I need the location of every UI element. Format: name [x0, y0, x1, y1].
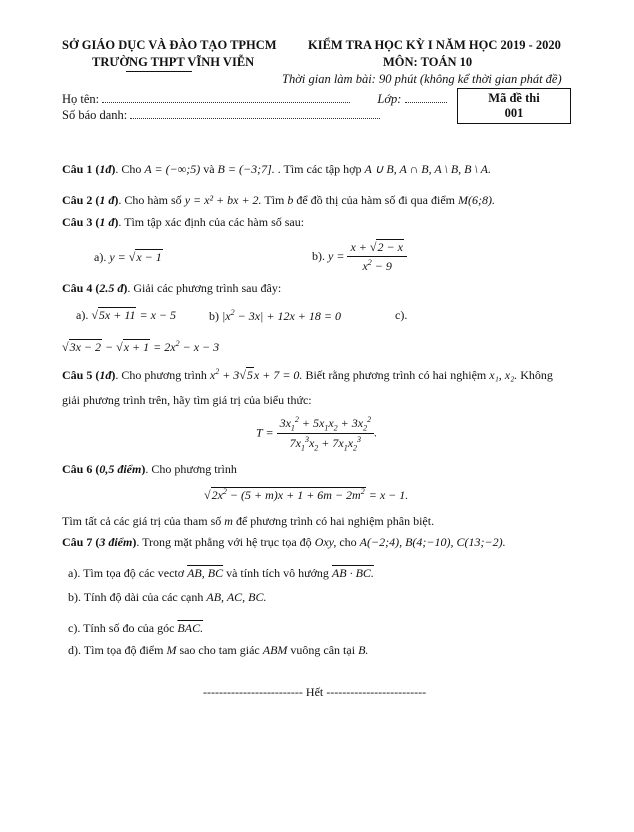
q5-text1: . Cho phương trình	[115, 368, 210, 382]
end-marker: ------------------------- Hết -------------------------	[203, 685, 427, 699]
exam-title: KIỂM TRA HỌC KỲ I NĂM HỌC 2019 - 2020	[308, 38, 561, 52]
q7-b-text: b). Tính độ dài của các cạnh	[68, 590, 207, 604]
q7-part-b	[68, 590, 267, 605]
q1-set-a: A = (−∞;5)	[144, 162, 201, 176]
department-name: SỞ GIÁO DỤC VÀ ĐÀO TẠO TPHCM	[62, 38, 277, 52]
q4-b-formula: $|x^2 - 3x| + 12x + 18 = 0$	[222, 308, 341, 323]
q3-part-b	[312, 240, 407, 274]
q2-points: 1 đ	[99, 193, 115, 207]
q2-text1: . Cho hàm số	[118, 193, 185, 207]
question-7: Câu 7 (3 điểm). Trong mặt phẳng với hệ trục tọa độ Oxy, cho A(−2;4), B(4;−10), C(13;−2).	[62, 535, 506, 549]
q3-text: . Tìm tập xác định của các hàm số sau:	[118, 215, 305, 229]
q2-text3: để đồ thị của hàm số đi qua điểm	[296, 193, 458, 207]
q5-roots: x₁, x₂.	[489, 368, 518, 382]
school-underline	[126, 71, 192, 72]
question-4: Câu 4 (2.5 đ). Giải các phương trình sau đây:	[62, 281, 282, 295]
q7-a-dot: AB · BC.	[331, 566, 374, 580]
exam-code-label: Mã đề thi	[488, 91, 540, 105]
q5-line2: giải phương trình trên, hãy tìm giá trị của biểu thức:	[62, 393, 312, 407]
q7-d-text: d). Tìm tọa độ điểm	[68, 643, 167, 657]
q7-d-text3: vuông cân tại	[290, 643, 359, 657]
school-name: TRƯỜNG THPT VĨNH VIỄN	[92, 55, 255, 69]
q7-points-list: A(−2;4), B(4;−10), C(13;−2).	[359, 535, 506, 549]
q3-b-label: b).	[312, 248, 325, 263]
question-6: Câu 6 (0,5 điểm). Cho phương trình	[62, 462, 237, 476]
q2-var: b	[287, 193, 294, 207]
question-5: Câu 5 (1đ). Cho phương trình $x^2 + 3√5x + 7 = 0$. Biết rằng phương trình có hai nghiệm x₁, x₂. Không	[62, 367, 553, 382]
name-field[interactable]	[102, 102, 350, 103]
q3-b-formula: y = $\frac{x + √2 - x}{x^2 - 9}$	[328, 249, 407, 263]
q4-c-formula: $√3x - 2 - √x + 1 = 2x^2 - x - 3$	[62, 339, 220, 354]
question-3: Câu 3 (1 đ). Tìm tập xác định của các hàm số sau:	[62, 215, 305, 229]
q6-line2a: Tìm tất cả các giá trị của tham số	[62, 514, 225, 528]
q7-d-triangle: ABM	[262, 643, 288, 657]
class-field[interactable]	[405, 102, 447, 103]
q7-a-text2: và tính tích vô hướng	[226, 566, 332, 580]
q4-part-c: c).	[395, 308, 408, 322]
exam-code-value: 001	[504, 106, 524, 120]
question-2: Câu 2 (1 đ). Cho hàm số y = x² + bx + 2. Tìm b để đồ thị của hàm số đi qua điểm M(6;8).	[62, 193, 495, 207]
question-1: Câu 1 (1đ). Cho A = (−∞;5) và B = (−3;7]. . Tìm các tập hợp A ∪ B, A ∩ B, A \ B, B \ A.	[62, 162, 491, 176]
q7-c-text: c). Tính số đo của góc	[68, 621, 178, 635]
q1-text2: và	[203, 162, 218, 176]
q4-points: 2.5 đ	[99, 281, 124, 295]
q7-text2: cho	[339, 535, 360, 549]
q7-part-c	[68, 621, 203, 636]
q7-d-b: B.	[358, 643, 369, 657]
q7-part-a	[68, 566, 374, 581]
time-note: Thời gian làm bài: 90 phút (không kể thời gian phát đề)	[282, 72, 562, 86]
q5-points: 1đ	[99, 368, 112, 382]
q3-a-label: a).	[94, 250, 107, 264]
id-field[interactable]	[130, 118, 380, 119]
q7-b-sides: AB, AC, BC.	[206, 590, 267, 604]
q6-param: m	[224, 514, 233, 528]
q5-equation: $x^2 + 3√5x + 7 = 0$.	[209, 367, 303, 382]
q7-text1: . Trong mặt phẳng với hệ trục tọa độ	[136, 535, 315, 549]
q3-a-formula: y = √x − 1	[109, 250, 162, 264]
q2-function: y = x² + bx + 2.	[184, 193, 262, 207]
q1-text1: . Cho	[115, 162, 145, 176]
q1-sets: A ∪ B, A ∩ B, A \ B, B \ A.	[364, 162, 491, 176]
name-label: Họ tên:	[62, 92, 100, 106]
q7-points: 3 điểm	[99, 535, 133, 549]
q7-d-m: M	[166, 643, 177, 657]
q2-point: M(6;8).	[458, 193, 495, 207]
q1-label: Câu 1	[62, 162, 93, 176]
q3-part-a	[94, 250, 163, 265]
q7-axes: Oxy,	[314, 535, 337, 549]
q1-set-b: B = (−3;7].	[217, 162, 275, 176]
q4-part-b	[209, 308, 341, 324]
q6-line2b: để phương trình có hai nghiệm phân biệt.	[235, 514, 435, 528]
q1-text3: . Tìm các tập hợp	[277, 162, 365, 176]
q2-text2: Tìm	[264, 193, 288, 207]
q7-d-text2: sao cho tam giác	[179, 643, 263, 657]
q4-a-label: a).	[76, 308, 89, 322]
exam-code-box	[457, 88, 571, 124]
id-label: Số báo danh:	[62, 108, 128, 122]
q1-points: 1đ	[99, 162, 112, 176]
q3-label: Câu 3	[62, 215, 93, 229]
q6-points: 0,5 điểm	[99, 462, 142, 476]
q3-points: 1 đ	[99, 215, 115, 229]
student-id-row	[62, 108, 380, 123]
q4-b-label: b)	[209, 309, 219, 323]
q5-label: Câu 5	[62, 368, 93, 382]
q4-a-formula: √5x + 11 = x − 5	[91, 308, 176, 322]
q5-text3: Không	[520, 368, 553, 382]
q7-a-text: a). Tìm tọa độ các vectơ	[68, 566, 188, 580]
q7-c-angle: BAC.	[177, 621, 204, 635]
q5-text2: Biết rằng phương trình có hai nghiệm	[305, 368, 490, 382]
q2-label: Câu 2	[62, 193, 93, 207]
q7-a-vectors: AB, BC	[187, 566, 224, 580]
q4-label: Câu 4	[62, 281, 93, 295]
q7-part-d	[68, 643, 368, 658]
q7-label: Câu 7	[62, 535, 93, 549]
q6-equation: $√2x^2 - (5 + m)x + 1 + 6m - 2m^2 = x - 1$.	[204, 487, 409, 502]
q5-expression: T = $\frac{3x_1^2 + 5x_1x_2 + 3x_2^2}{7x_1^3x_2 + 7x_1x_2^3}$ .	[256, 415, 378, 453]
q6-label: Câu 6	[62, 462, 93, 476]
q6-line2	[62, 514, 434, 529]
q4-part-a	[76, 308, 176, 323]
q4-text: . Giải các phương trình sau đây:	[127, 281, 282, 295]
q6-text: . Cho phương trình	[145, 462, 237, 476]
subject-title: MÔN: TOÁN 10	[383, 55, 473, 69]
student-name-row	[62, 92, 447, 107]
class-label: Lớp:	[377, 92, 402, 106]
